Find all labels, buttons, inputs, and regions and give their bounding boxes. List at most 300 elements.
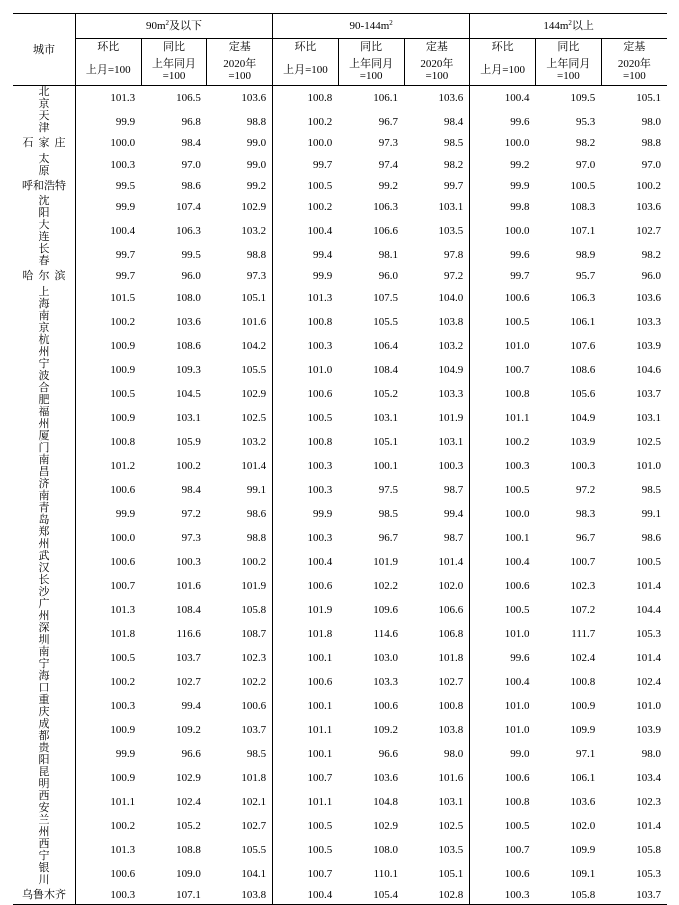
base-line-1: 2020年 xyxy=(420,58,454,70)
index-value: 105.1 xyxy=(438,867,464,880)
index-value: 98.8 xyxy=(246,116,267,128)
index-value: 99.4 xyxy=(181,699,201,712)
index-value: 98.0 xyxy=(444,747,464,760)
index-value: 101.0 xyxy=(636,699,661,712)
index-value: 99.4 xyxy=(444,507,464,520)
index-value: 99.9 xyxy=(75,742,141,766)
index-value: 104.4 xyxy=(636,603,661,616)
index-value: 100.3 xyxy=(75,153,141,177)
index-value: 96.0 xyxy=(378,270,399,283)
index-value: 100.9 xyxy=(75,766,141,790)
index-value: 100.2 xyxy=(273,195,339,219)
index-value: 100.0 xyxy=(75,526,141,550)
city-name: 上海 xyxy=(38,285,68,310)
index-value: 97.0 xyxy=(181,158,201,171)
index-value: 95.7 xyxy=(575,270,596,283)
index-value: 103.7 xyxy=(241,723,267,736)
index-value: 100.5 xyxy=(75,646,141,670)
table-row xyxy=(13,526,667,550)
table-row xyxy=(13,814,667,838)
index-value: 105.3 xyxy=(636,627,661,640)
table-row xyxy=(13,286,667,310)
index-value: 103.9 xyxy=(570,435,596,448)
index-value: 106.1 xyxy=(570,315,596,328)
index-value: 100.5 xyxy=(470,478,536,502)
index-value: 108.6 xyxy=(176,339,201,352)
index-value: 102.7 xyxy=(176,675,201,688)
index-value: 109.9 xyxy=(570,843,596,856)
index-value: 100.9 xyxy=(75,718,141,742)
base-header-1-2 xyxy=(404,55,470,86)
index-value: 101.6 xyxy=(176,579,201,592)
index-value: 100.6 xyxy=(470,286,536,310)
table-row xyxy=(13,550,667,574)
index-value: 101.8 xyxy=(273,622,339,646)
index-value: 107.1 xyxy=(141,886,207,905)
index-value: 106.1 xyxy=(373,92,399,104)
index-value: 100.8 xyxy=(570,675,596,688)
index-value: 100.6 xyxy=(470,862,536,886)
table-row xyxy=(13,766,667,790)
index-value: 102.5 xyxy=(438,819,464,832)
table-row xyxy=(13,598,667,622)
index-value: 102.4 xyxy=(176,795,201,808)
index-value: 101.9 xyxy=(273,598,339,622)
table-row xyxy=(13,862,667,886)
table-row xyxy=(13,454,667,478)
index-value: 100.2 xyxy=(176,459,201,472)
index-value: 99.9 xyxy=(75,502,141,526)
index-value: 105.8 xyxy=(535,886,601,905)
city-name: 广州 xyxy=(38,597,68,622)
base-line-1: 上年同月 xyxy=(151,58,196,70)
index-value: 100.1 xyxy=(273,646,339,670)
index-value: 100.0 xyxy=(470,502,536,526)
index-value: 99.2 xyxy=(246,179,267,192)
table-row xyxy=(13,134,667,153)
city-name: 成都 xyxy=(38,717,68,742)
index-value: 100.9 xyxy=(75,334,141,358)
base-line-1: 上年同月 xyxy=(546,58,591,70)
price-index-table-container xyxy=(13,13,667,905)
index-value: 103.6 xyxy=(570,795,596,808)
index-value: 105.8 xyxy=(241,603,267,616)
index-value: 98.0 xyxy=(641,116,661,128)
sub-header-0-2: 定基 xyxy=(207,39,273,56)
index-value: 99.0 xyxy=(246,158,267,171)
index-value: 100.1 xyxy=(273,694,339,718)
index-value: 109.5 xyxy=(570,92,596,104)
index-value: 103.3 xyxy=(373,675,399,688)
index-value: 100.3 xyxy=(438,459,464,472)
index-value: 100.5 xyxy=(273,838,339,862)
index-value: 100.5 xyxy=(470,814,536,838)
index-value: 99.6 xyxy=(470,646,536,670)
index-value: 101.0 xyxy=(470,718,536,742)
index-value: 101.1 xyxy=(470,406,536,430)
city-name: 北京 xyxy=(38,86,68,110)
index-value: 103.1 xyxy=(636,411,661,424)
index-value: 102.4 xyxy=(570,651,596,664)
base-line-1: 2020年 xyxy=(223,58,257,70)
index-value: 106.8 xyxy=(438,627,464,640)
table-row xyxy=(13,478,667,502)
index-value: 100.9 xyxy=(75,406,141,430)
index-value: 100.3 xyxy=(273,454,339,478)
city-name: 福州 xyxy=(38,405,68,430)
base-line-2: =100 xyxy=(228,70,252,82)
index-value: 100.5 xyxy=(570,179,596,192)
city-name: 天津 xyxy=(38,110,68,134)
index-value: 101.8 xyxy=(241,771,267,784)
index-value: 97.2 xyxy=(575,483,596,496)
index-value: 99.5 xyxy=(75,177,141,196)
table-row xyxy=(13,718,667,742)
city-name: 郑州 xyxy=(38,525,68,550)
index-value: 103.1 xyxy=(438,201,464,213)
city-name: 呼和浩特 xyxy=(21,179,66,192)
index-value: 103.7 xyxy=(176,651,201,664)
index-value: 100.2 xyxy=(273,110,339,134)
index-value: 100.0 xyxy=(273,134,339,153)
index-value: 98.8 xyxy=(246,249,267,261)
index-value: 103.5 xyxy=(438,225,464,237)
index-value: 102.3 xyxy=(570,579,596,592)
index-value: 106.5 xyxy=(176,92,201,104)
index-value: 97.2 xyxy=(181,507,201,520)
index-value: 100.2 xyxy=(636,179,661,192)
city-column-header: 城市 xyxy=(13,14,75,86)
city-name: 沈阳 xyxy=(38,195,68,219)
index-value: 103.7 xyxy=(601,886,667,905)
index-value: 100.7 xyxy=(570,555,596,568)
index-value: 100.4 xyxy=(273,886,339,905)
table-row xyxy=(13,790,667,814)
index-value: 101.3 xyxy=(75,838,141,862)
index-value: 103.2 xyxy=(241,435,267,448)
index-value: 100.7 xyxy=(470,838,536,862)
index-value: 98.5 xyxy=(444,137,464,150)
city-name: 南京 xyxy=(38,309,68,334)
table-header xyxy=(13,14,667,86)
index-value: 103.9 xyxy=(636,339,661,352)
index-value: 102.5 xyxy=(241,411,267,424)
index-value: 96.6 xyxy=(378,747,399,760)
index-value: 100.7 xyxy=(470,358,536,382)
index-value: 110.1 xyxy=(373,867,399,880)
city-name: 太原 xyxy=(38,152,68,177)
index-value: 100.9 xyxy=(75,358,141,382)
index-value: 100.8 xyxy=(470,790,536,814)
index-value: 100.6 xyxy=(75,862,141,886)
index-value: 103.8 xyxy=(207,886,273,905)
city-name: 重庆 xyxy=(38,693,68,718)
index-value: 109.2 xyxy=(373,723,399,736)
index-value: 97.0 xyxy=(575,158,596,171)
index-value: 109.2 xyxy=(176,723,201,736)
index-value: 98.8 xyxy=(246,531,267,544)
table-row xyxy=(13,358,667,382)
index-value: 105.2 xyxy=(373,387,399,400)
index-value: 96.6 xyxy=(181,747,201,760)
index-value: 108.3 xyxy=(570,201,596,213)
index-value: 100.6 xyxy=(75,550,141,574)
index-value: 103.9 xyxy=(636,723,661,736)
index-value: 103.0 xyxy=(373,651,399,664)
price-index-table xyxy=(13,13,667,905)
index-value: 100.4 xyxy=(273,550,339,574)
sub-header-2-1: 同比 xyxy=(535,39,601,56)
index-value: 103.2 xyxy=(241,225,267,237)
index-value: 97.3 xyxy=(181,531,201,544)
base-line-2: =100 xyxy=(162,70,186,82)
index-value: 106.1 xyxy=(570,771,596,784)
base-line-1: 上年同月 xyxy=(349,58,394,70)
index-value: 101.9 xyxy=(373,555,399,568)
index-value: 101.0 xyxy=(470,334,536,358)
index-value: 106.6 xyxy=(373,225,399,237)
index-value: 103.2 xyxy=(438,339,464,352)
index-value: 114.6 xyxy=(373,627,399,640)
index-value: 98.8 xyxy=(641,137,661,150)
index-value: 107.1 xyxy=(570,225,596,237)
index-value: 100.8 xyxy=(470,382,536,406)
city-name: 合肥 xyxy=(38,381,68,406)
index-value: 103.6 xyxy=(241,92,267,104)
index-value: 97.3 xyxy=(378,137,399,150)
table-row xyxy=(13,406,667,430)
index-value: 100.8 xyxy=(273,430,339,454)
base-line-2: =100 xyxy=(622,70,646,82)
index-value: 109.3 xyxy=(176,363,201,376)
index-value: 99.8 xyxy=(470,195,536,219)
index-value: 101.0 xyxy=(470,694,536,718)
table-row xyxy=(13,502,667,526)
index-value: 100.1 xyxy=(273,742,339,766)
index-value: 100.8 xyxy=(273,310,339,334)
table-row xyxy=(13,267,667,286)
index-value: 101.4 xyxy=(636,579,661,592)
index-value: 101.8 xyxy=(438,651,464,664)
index-value: 100.5 xyxy=(470,310,536,334)
base-header-0-2 xyxy=(207,55,273,86)
index-value: 98.5 xyxy=(378,507,399,520)
index-value: 100.8 xyxy=(438,699,464,712)
index-value: 105.6 xyxy=(570,387,596,400)
sub-header-0-1: 同比 xyxy=(141,39,207,56)
index-value: 105.4 xyxy=(338,886,404,905)
index-value: 105.2 xyxy=(176,819,201,832)
index-value: 100.5 xyxy=(636,555,661,568)
index-value: 100.5 xyxy=(470,598,536,622)
index-value: 101.4 xyxy=(636,651,661,664)
index-value: 100.0 xyxy=(470,219,536,243)
index-value: 98.9 xyxy=(575,249,596,261)
index-value: 99.6 xyxy=(470,110,536,134)
index-value: 99.7 xyxy=(273,153,339,177)
index-value: 101.4 xyxy=(241,459,267,472)
index-value: 100.7 xyxy=(273,862,339,886)
index-value: 102.9 xyxy=(373,819,399,832)
table-row xyxy=(13,886,667,905)
city-name: 深圳 xyxy=(38,621,68,646)
index-value: 103.7 xyxy=(636,387,661,400)
index-value: 105.3 xyxy=(636,867,661,880)
sub-header-1-2: 定基 xyxy=(404,39,470,56)
city-name: 宁波 xyxy=(38,357,68,382)
index-value: 99.0 xyxy=(246,137,267,150)
sub-header-0-0: 环比 xyxy=(75,39,141,56)
sub-header-1-1: 同比 xyxy=(338,39,404,56)
index-value: 103.1 xyxy=(438,795,464,808)
index-value: 100.3 xyxy=(570,459,596,472)
index-value: 99.1 xyxy=(246,483,267,496)
index-value: 98.3 xyxy=(575,507,596,520)
base-line-1: 2020年 xyxy=(617,58,651,70)
table-row xyxy=(13,334,667,358)
index-value: 105.5 xyxy=(241,363,267,376)
index-value: 100.6 xyxy=(75,478,141,502)
index-value: 105.1 xyxy=(373,435,399,448)
index-value: 103.3 xyxy=(438,387,464,400)
table-row xyxy=(13,574,667,598)
index-value: 104.2 xyxy=(241,339,267,352)
index-value: 100.1 xyxy=(470,526,536,550)
index-value: 96.0 xyxy=(181,270,201,283)
sub-header-1-0: 环比 xyxy=(273,39,339,56)
index-value: 98.1 xyxy=(378,249,399,261)
table-row xyxy=(13,195,667,219)
city-name: 哈尔滨 xyxy=(22,270,71,283)
index-value: 108.0 xyxy=(176,291,201,304)
index-value: 108.4 xyxy=(373,363,399,376)
index-value: 99.4 xyxy=(273,243,339,267)
index-value: 103.8 xyxy=(438,723,464,736)
index-value: 102.0 xyxy=(438,579,464,592)
index-value: 104.1 xyxy=(241,867,267,880)
index-value: 99.2 xyxy=(378,179,399,192)
index-value: 101.2 xyxy=(75,454,141,478)
index-value: 99.0 xyxy=(470,742,536,766)
index-value: 103.3 xyxy=(636,315,661,328)
base-header-2-0 xyxy=(470,55,536,86)
index-value: 97.1 xyxy=(575,747,596,760)
index-value: 100.3 xyxy=(75,886,141,905)
index-value: 101.9 xyxy=(438,411,464,424)
index-value: 101.3 xyxy=(75,598,141,622)
index-value: 100.7 xyxy=(75,574,141,598)
index-value: 101.8 xyxy=(75,622,141,646)
index-value: 103.1 xyxy=(176,411,201,424)
index-value: 99.9 xyxy=(470,177,536,196)
index-value: 103.6 xyxy=(438,92,464,104)
index-value: 97.2 xyxy=(444,270,464,283)
index-value: 100.2 xyxy=(241,555,267,568)
city-name: 杭州 xyxy=(38,333,68,358)
index-value: 99.1 xyxy=(641,507,661,520)
index-value: 102.9 xyxy=(176,771,201,784)
index-value: 108.6 xyxy=(570,363,596,376)
index-value: 98.7 xyxy=(444,483,464,496)
table-row xyxy=(13,670,667,694)
base-line-2: =100 xyxy=(425,70,449,82)
index-value: 100.4 xyxy=(75,219,141,243)
index-value: 103.6 xyxy=(636,291,661,304)
index-value: 100.6 xyxy=(241,699,267,712)
index-value: 96.8 xyxy=(181,116,201,128)
index-value: 105.9 xyxy=(176,435,201,448)
index-value: 101.1 xyxy=(273,790,339,814)
group-header-medium: $90-144m^2$ xyxy=(273,14,470,39)
index-value: 95.3 xyxy=(575,116,596,128)
index-value: 98.4 xyxy=(181,483,201,496)
city-name: 贵阳 xyxy=(38,741,68,766)
table-row xyxy=(13,646,667,670)
index-value: 104.5 xyxy=(176,387,201,400)
base-line-2: =100 xyxy=(556,70,580,82)
index-value: 102.5 xyxy=(636,435,661,448)
index-value: 102.9 xyxy=(241,387,267,400)
index-value: 102.7 xyxy=(438,675,464,688)
index-value: 100.3 xyxy=(470,886,536,905)
base-header-1-0 xyxy=(273,55,339,86)
index-value: 96.0 xyxy=(641,270,661,283)
index-value: 102.9 xyxy=(241,201,267,213)
index-value: 98.4 xyxy=(444,116,464,128)
index-value: 104.9 xyxy=(438,363,464,376)
index-value: 102.3 xyxy=(241,651,267,664)
table-row xyxy=(13,694,667,718)
index-value: 103.5 xyxy=(438,843,464,856)
index-value: 106.3 xyxy=(373,201,399,213)
index-value: 100.3 xyxy=(273,478,339,502)
index-value: 108.4 xyxy=(176,603,201,616)
index-value: 101.0 xyxy=(273,358,339,382)
index-value: 96.7 xyxy=(378,531,399,544)
index-value: 101.3 xyxy=(75,86,141,111)
index-value: 100.2 xyxy=(75,310,141,334)
index-value: 107.6 xyxy=(570,339,596,352)
index-value: 101.3 xyxy=(273,286,339,310)
index-value: 97.3 xyxy=(246,270,267,283)
index-value: 105.5 xyxy=(241,843,267,856)
index-value: 103.6 xyxy=(636,201,661,213)
index-value: 106.3 xyxy=(176,225,201,237)
city-name: 银川 xyxy=(38,861,68,886)
index-value: 105.8 xyxy=(636,843,661,856)
table-row xyxy=(13,742,667,766)
index-value: 99.2 xyxy=(470,153,536,177)
index-value: 107.2 xyxy=(570,603,596,616)
table-row xyxy=(13,310,667,334)
table-row xyxy=(13,838,667,862)
index-value: 108.7 xyxy=(241,627,267,640)
city-name: 海口 xyxy=(38,669,68,694)
index-value: 103.6 xyxy=(373,771,399,784)
city-name: 西宁 xyxy=(38,837,68,862)
index-value: 101.5 xyxy=(75,286,141,310)
index-value: 102.7 xyxy=(241,819,267,832)
table-row xyxy=(13,622,667,646)
index-value: 102.1 xyxy=(241,795,267,808)
table-row xyxy=(13,243,667,267)
city-name: 武汉 xyxy=(38,549,68,574)
index-value: 102.7 xyxy=(636,225,661,237)
index-value: 103.6 xyxy=(176,315,201,328)
index-value: 100.5 xyxy=(273,177,339,196)
index-value: 100.1 xyxy=(373,459,399,472)
index-value: 103.1 xyxy=(373,411,399,424)
